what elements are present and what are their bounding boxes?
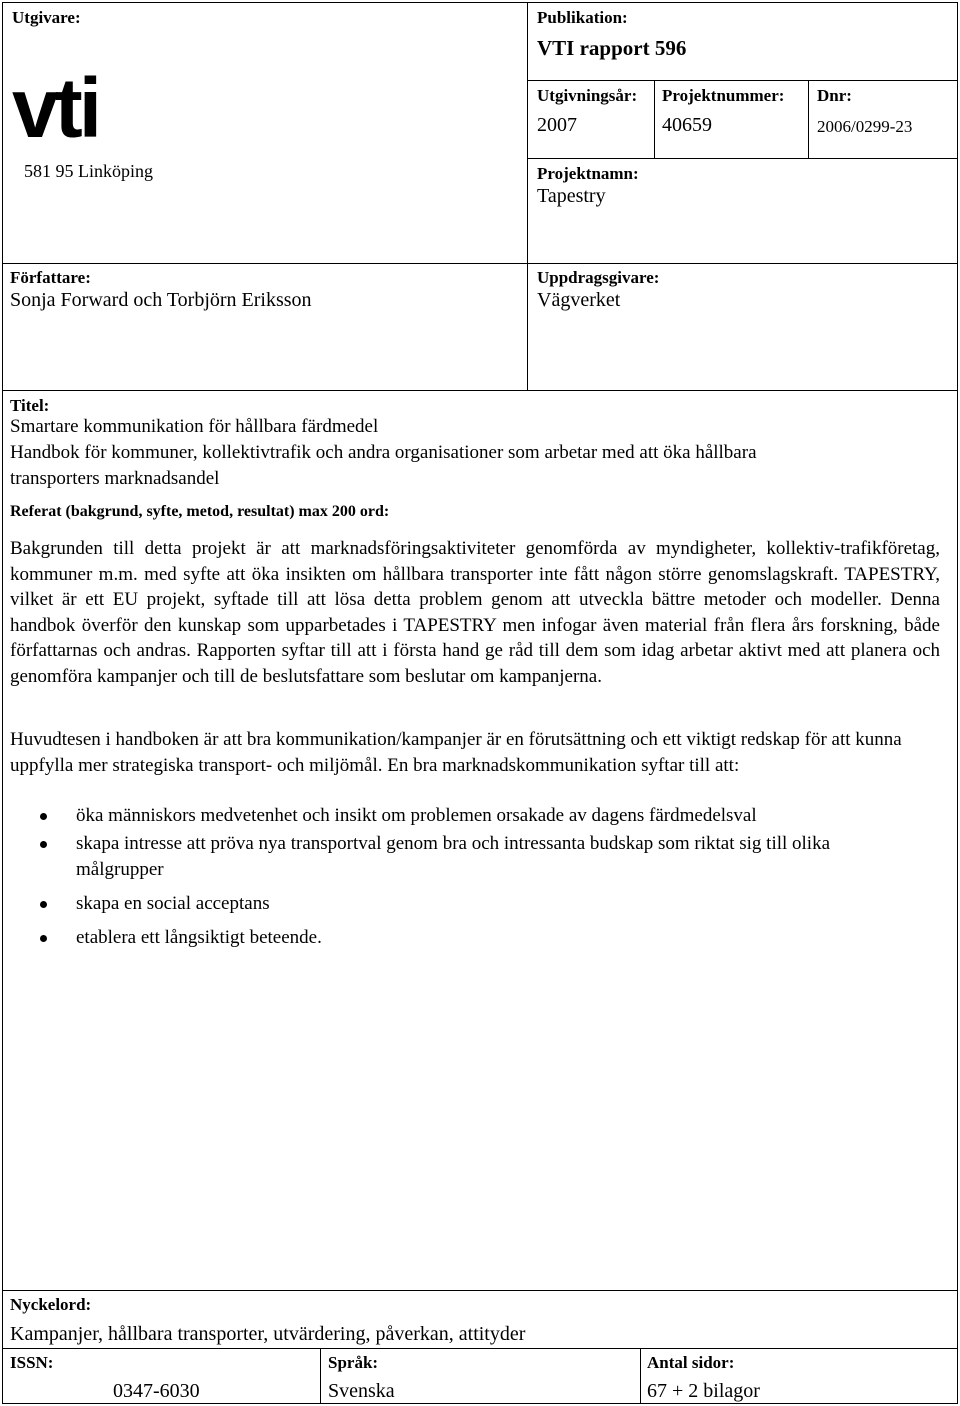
bullet-icon	[40, 841, 47, 848]
language-label: Språk:	[328, 1353, 379, 1372]
report-frame	[2, 2, 958, 1404]
bullet-text: öka människors medvetenhet och insikt om problemen orsakade av dagens färdmedelsval	[76, 805, 757, 826]
bullet-icon	[40, 935, 47, 942]
title-label: Titel:	[10, 396, 50, 415]
project-name-label: Projektnamn:	[537, 164, 639, 183]
abstract-label: Referat (bakgrund, syfte, metod, resultat) max 200 ord:	[10, 503, 390, 520]
client-value: Vägverket	[537, 289, 621, 311]
divider	[527, 80, 958, 81]
authors-label: Författare:	[10, 268, 91, 287]
project-name-value: Tapestry	[537, 185, 606, 207]
keywords-label: Nyckelord:	[10, 1295, 92, 1314]
issn-label: ISSN:	[10, 1353, 54, 1372]
divider	[808, 80, 809, 158]
divider	[2, 263, 958, 264]
abstract-paragraph-1: Bakgrunden till detta projekt är att marknadsföringsaktiviteter genomförda av myndigheter, kollektiv-trafikföretag, kommuner m.m. med syfte att öka insikten om hållbara transporter inte fått någon större genomslagskraft. TAPESTRY, vilket är ett EU projekt, syftade till att lösa detta problem genom att utveckla bättre metoder och modeller. Denna handbok överför den kunskap som upparbetades i TAPESTRY men infogar även material från flera års forskning, både författarnas och andras. Rapporten syftar till att i första hand ge råd till dem som idag arbetar aktivt med att planera och genomföra kampanjer och till de beslutsfattare som beslutar om kampanjerna.	[10, 538, 940, 687]
bullet-icon	[40, 901, 47, 908]
divider	[2, 1290, 958, 1291]
issn-value: 0347-6030	[113, 1380, 200, 1402]
abstract-paragraph-2: Huvudtesen i handboken är att bra kommunikation/kampanjer är en förutsättning och ett viktigt redskap för att kunna uppfylla mer strategiska transport- och miljömål. En bra marknadskommunikation syftar till att:	[10, 729, 902, 776]
language-value: Svenska	[328, 1380, 395, 1402]
pages-label: Antal sidor:	[647, 1353, 735, 1372]
client-label: Uppdragsgivare:	[537, 268, 660, 287]
project-number-value: 40659	[662, 114, 712, 136]
divider	[527, 2, 528, 391]
publication-label: Publikation:	[537, 8, 628, 27]
year-value: 2007	[537, 114, 577, 136]
divider	[2, 1348, 958, 1349]
bullet-text: skapa en social acceptans	[76, 893, 270, 914]
bullet-icon	[40, 813, 47, 820]
divider	[320, 1348, 321, 1404]
project-number-label: Projektnummer:	[662, 86, 785, 105]
dnr-label: Dnr:	[817, 86, 852, 105]
publication-number: VTI rapport 596	[537, 36, 687, 60]
title-line-3: transporters marknadsandel	[10, 468, 220, 489]
divider	[2, 390, 958, 391]
dnr-value: 2006/0299-23	[817, 117, 913, 136]
pages-value: 67 + 2 bilagor	[647, 1380, 760, 1402]
authors-value: Sonja Forward och Torbjörn Eriksson	[10, 289, 312, 311]
divider	[527, 158, 958, 159]
publisher-address: 581 95 Linköping	[24, 161, 153, 181]
year-label: Utgivningsår:	[537, 86, 638, 105]
divider	[654, 80, 655, 158]
keywords-value: Kampanjer, hållbara transporter, utvärdering, påverkan, attityder	[10, 1323, 526, 1345]
title-line-1: Smartare kommunikation för hållbara färdmedel	[10, 416, 379, 437]
title-line-2: Handbok för kommuner, kollektivtrafik och andra organisationer som arbetar med att öka hållbara	[10, 442, 757, 463]
publisher-label: Utgivare:	[12, 8, 81, 27]
vti-logo: vti	[12, 61, 99, 155]
divider	[640, 1348, 641, 1404]
bullet-text: etablera ett långsiktigt beteende.	[76, 927, 322, 948]
bullet-text: skapa intresse att pröva nya transportval genom bra och intressanta budskap som riktat sig till olika målgrupper	[76, 833, 831, 880]
